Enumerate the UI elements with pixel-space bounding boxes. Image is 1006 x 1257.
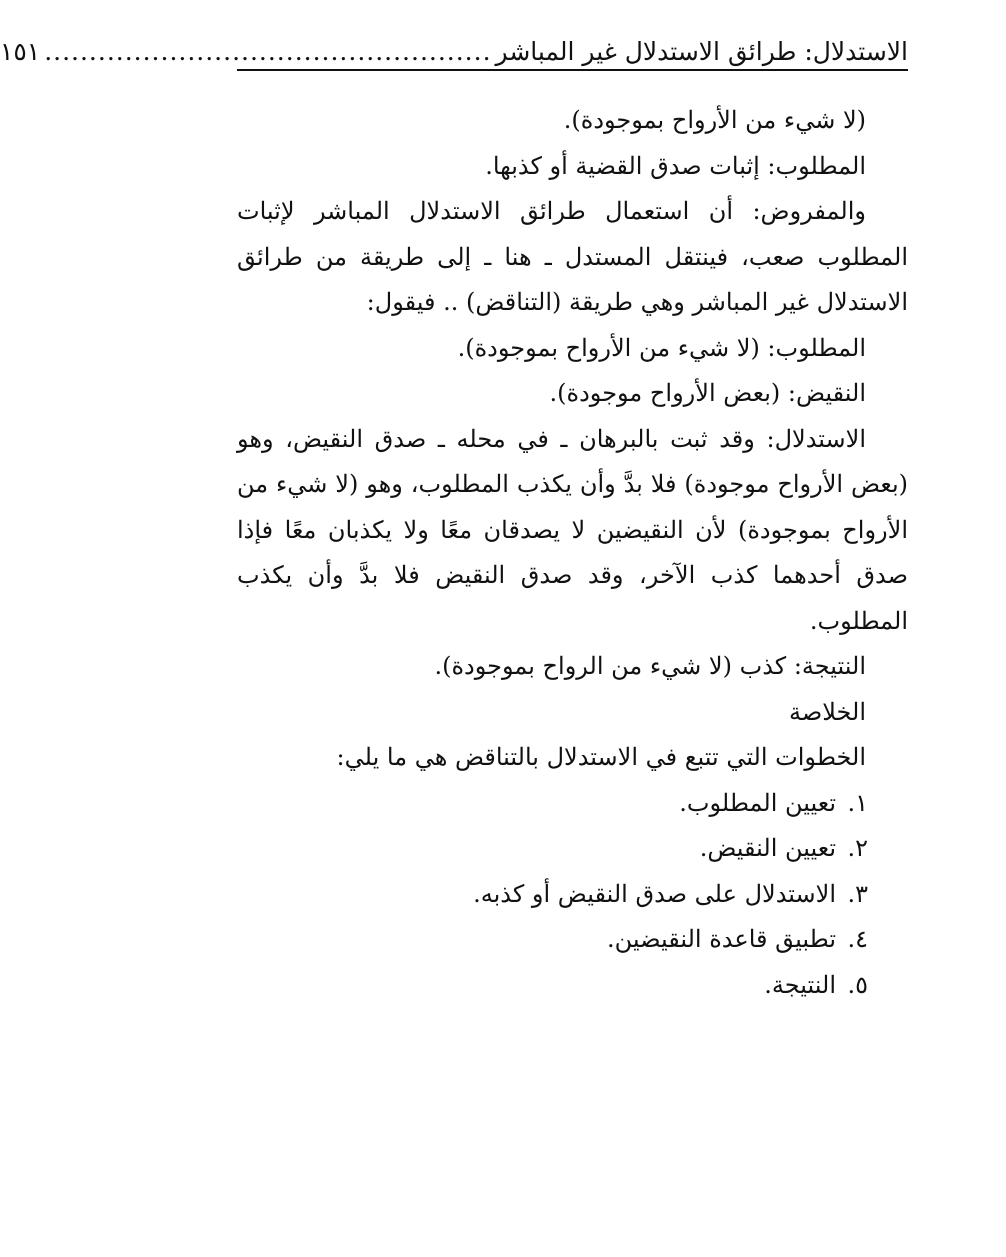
page-number: ١٥١ (0, 37, 41, 66)
list-item (237, 963, 868, 1009)
paragraph-contradictory: النقيض: (بعض الأرواح موجودة). (549, 379, 866, 407)
paragraph-assumption: والمفروض: أن استعمال طرائق الاستدلال المباشر لإثبات المطلوب صعب، فينتقل المستدل ـ هنا ـ إلى طريقة من طرائق الاستدلال غير المباشر وهي طريقة (التناقض) .. فيقول: (237, 197, 908, 316)
paragraph-required: المطلوب: إثبات صدق القضية أو كذبها. (485, 151, 866, 180)
list-item-number: ١. (847, 788, 868, 817)
page-body (237, 98, 908, 1008)
paragraph-proposition: (لا شيء من الأرواح بموجودة). (563, 106, 866, 134)
running-head-title: الاستدلال: طرائق الاستدلال غير المباشر (495, 37, 908, 66)
paragraph-inference: الاستدلال: وقد ثبت بالبرهان ـ في محله ـ صدق النقيض، وهو (بعض الأرواح موجودة) فلا بدَّ وأن يكذب المطلوب، وهو (لا شيء من الأرواح بموجودة) لأن النقيضين لا يصدقان معًا ولا يكذبان معًا فإذا صدق أحدهما كذب الآخر، وقد صدق النقيض فلا بدَّ وأن يكذب المطلوب. (237, 424, 908, 635)
list-item-number: ٣. (847, 879, 868, 908)
leader-dots: .................................................. (44, 37, 492, 66)
running-head (0, 30, 908, 70)
list-item (237, 872, 868, 918)
list-item-text: النتيجة. (764, 970, 836, 999)
paragraph-conclusion: النتيجة: كذب (لا شيء من الرواح بموجودة). (434, 652, 866, 680)
list-item-number: ٤. (847, 925, 868, 953)
section-heading-summary: الخلاصة (788, 697, 866, 726)
list-item-text: تعيين المطلوب. (679, 788, 836, 817)
paragraph-steps-intro: الخطوات التي تتبع في الاستدلال بالتناقض هي ما يلي: (336, 743, 866, 771)
list-item (237, 826, 868, 872)
list-item-text: الاستدلال على صدق النقيض أو كذبه. (473, 879, 836, 908)
list-item-text: تطبيق قاعدة النقيضين. (607, 925, 836, 953)
list-item-number: ٥. (847, 970, 868, 999)
steps-list (237, 781, 908, 1009)
list-item (237, 781, 868, 827)
list-item-number: ٢. (847, 834, 868, 862)
paragraph-required-restated: المطلوب: (لا شيء من الأرواح بموجودة). (457, 333, 866, 362)
list-item (237, 917, 868, 963)
list-item-text: تعيين النقيض. (699, 834, 836, 862)
header-rule (237, 69, 908, 71)
